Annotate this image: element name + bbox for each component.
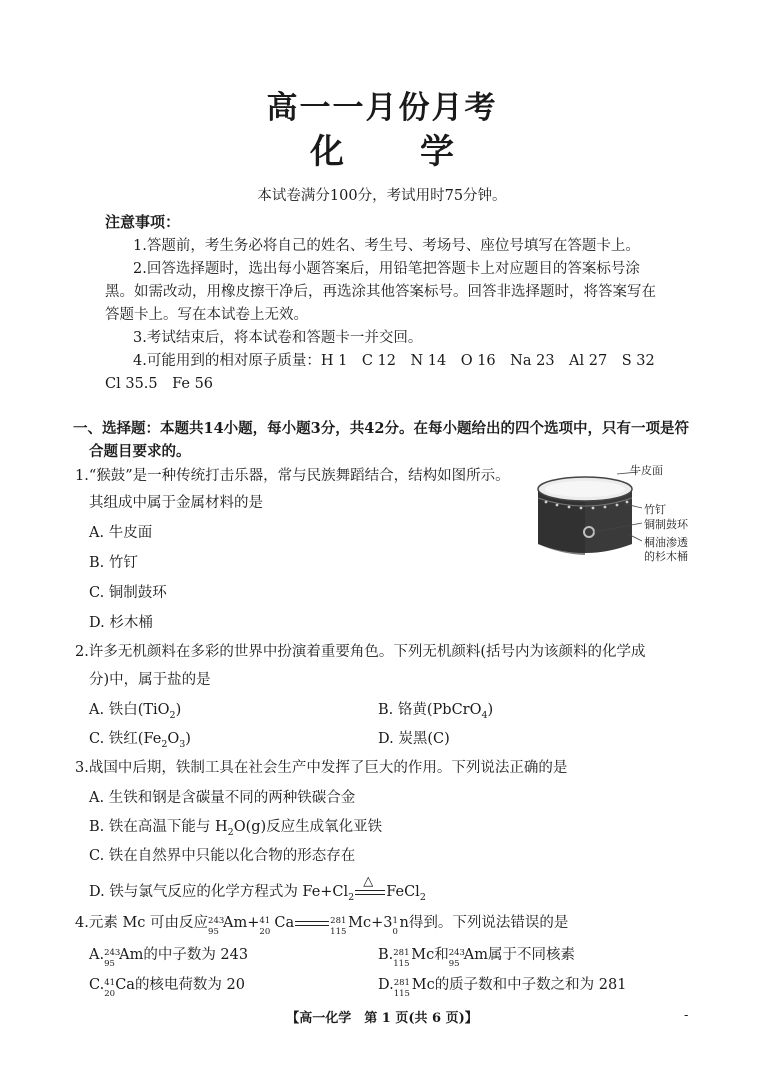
q4-b-nuclide-1: 281 115: [393, 948, 410, 969]
notice-item-4-line-2: Cl 35.5 Fe 56: [105, 376, 214, 392]
q4-c-label: C.: [89, 977, 105, 993]
neutron-indices: 1 0: [392, 916, 398, 937]
q2-c-text: C. 铁红(Fe: [89, 731, 162, 747]
q4-stem: [75, 913, 569, 937]
drum-figure: [530, 464, 700, 570]
page-footer: 【高一化学 第 1 页(共 6 页)】: [286, 1011, 478, 1026]
q4-stem-pre: 4.元素 Mc 可由反应: [75, 915, 209, 931]
q2-a-subscript: 2: [169, 710, 176, 721]
notice-heading: 注意事项：: [105, 213, 181, 231]
q4-option-c: [89, 975, 245, 999]
heat-symbol: △: [363, 874, 374, 889]
q4-a-symbol: Am: [119, 947, 144, 963]
q3-option-a: A. 生铁和钢是含碳量不同的两种铁碳合金: [89, 790, 356, 806]
mc-nuclide-indices: 281 115: [330, 916, 347, 937]
q4-b-nuclide-2: 243 95: [448, 948, 465, 969]
q4-c-text: 的核电荷数为 20: [134, 977, 245, 993]
q4-b-and: 和: [434, 947, 449, 963]
notice-item-2-line-1: 2.回答选择题时，选出每小题答案后，用铅笔把答题卡上对应题目的答案标号涂: [133, 261, 640, 277]
q3-d-subscript-2: 2: [419, 892, 426, 903]
am-symbol: Am: [223, 915, 248, 931]
q1-option-b: B. 竹钉: [89, 555, 138, 571]
drum-label-barrel-2: 的杉木桶: [644, 550, 688, 563]
q2-option-a: [89, 700, 181, 722]
q2-c-close: ): [185, 731, 191, 747]
q4-a-nuclide: 243 95: [104, 948, 121, 969]
subject-title: [0, 124, 764, 173]
q2-stem-line-2: 分)中，属于盐的是: [89, 672, 211, 688]
reaction-equals: [294, 913, 330, 933]
ca-nuclide-indices: 41 20: [259, 916, 271, 937]
q2-b-text: B. 铬黄(PbCrO: [378, 702, 482, 718]
q4-option-b: [378, 945, 575, 969]
q1-option-d: D. 杉木桶: [89, 615, 153, 631]
q1-stem-line-1: 1.“猴鼓”是一种传统打击乐器，常与民族舞蹈结合，结构如图所示。: [75, 468, 510, 484]
q1-option-a: A. 牛皮面: [89, 525, 153, 541]
q2-c-subscript-1: 2: [161, 739, 168, 750]
q2-option-c: [89, 729, 191, 751]
subject-char-2: 学: [420, 132, 454, 172]
q3-d-text: D. 铁与氯气反应的化学方程式为 Fe+Cl: [89, 884, 349, 900]
drum-label-cowhide: 牛皮面: [630, 464, 663, 477]
q2-a-text: A. 铁白(TiO: [89, 702, 170, 718]
q4-c-nuclide: 41 20: [104, 978, 116, 999]
footer-mark: -: [684, 1008, 689, 1023]
drum-label-barrel-1: 桐油渗透: [644, 536, 688, 549]
q3-b-text: B. 铁在高温下能与 H: [89, 819, 228, 835]
q3-option-b: [89, 817, 382, 839]
q2-b-close: ): [487, 702, 494, 718]
q2-c-mid: O: [167, 731, 180, 747]
section-1-instructions-line-2: 合题目要求的。: [89, 443, 191, 460]
q3-d-subscript-1: 2: [348, 892, 355, 903]
q4-a-label: A.: [89, 947, 105, 963]
neutron-symbol: n: [399, 915, 409, 931]
subject-char-1: 化: [310, 132, 344, 172]
q4-b-symbol-2: Am: [463, 947, 488, 963]
mc-symbol: Mc: [348, 915, 372, 931]
q2-option-d: D. 炭黑(C): [378, 731, 450, 747]
q3-option-d: [89, 874, 426, 904]
heat-arrow: [354, 874, 386, 902]
q1-stem-line-2: 其组成中属于金属材料的是: [89, 495, 263, 511]
ca-symbol: Ca: [274, 915, 295, 931]
q4-option-a: [89, 945, 249, 969]
q4-stem-post: 得到。下列说法错误的是: [408, 915, 569, 931]
q1-option-c: C. 铜制鼓环: [89, 585, 167, 601]
q3-b-subscript: 2: [227, 827, 234, 838]
plus-sign: +: [247, 915, 260, 931]
notice-item-3: 3.考试结束后，将本试卷和答题卡一并交回。: [133, 330, 423, 346]
q3-b-rest: O(g)反应生成氧化亚铁: [233, 819, 383, 835]
exam-info: 本试卷满分100分，考试用时75分钟。: [257, 188, 507, 204]
section-1-instructions-line-1: 一、选择题：本题共14小题，每小题3分，共42分。在每小题给出的四个选项中，只有一项是符: [73, 420, 689, 437]
q3-d-product: FeCl: [386, 884, 420, 900]
drum-label-bamboo-nail: 竹钉: [644, 503, 666, 516]
am-nuclide-indices: 243 95: [208, 916, 225, 937]
q4-d-symbol: Mc: [411, 977, 435, 993]
q3-option-c: C. 铁在自然界中只能以化合物的形态存在: [89, 848, 356, 864]
q2-stem-line-1: 2.许多无机颜料在多彩的世界中扮演着重要角色。下列无机颜料(括号内为该颜料的化学成: [75, 644, 646, 660]
q4-d-label: D.: [378, 977, 394, 993]
q4-b-symbol-1: Mc: [411, 947, 435, 963]
q4-a-text: 的中子数为 243: [143, 947, 249, 963]
notice-item-1: 1.答题前，考生务必将自己的姓名、考生号、考场号、座位号填写在答题卡上。: [133, 238, 640, 254]
q2-b-subscript: 4: [481, 710, 488, 721]
notice-item-2-line-2: 黑。如需改动，用橡皮擦干净后，再选涂其他答案标号。回答非选择题时，将答案写在: [105, 284, 656, 300]
q4-option-d: [378, 975, 627, 999]
q4-d-text: 的质子数和中子数之和为 281: [434, 977, 627, 993]
q2-option-b: [378, 700, 493, 722]
q4-b-label: B.: [378, 947, 394, 963]
q4-b-text: 属于不同核素: [487, 947, 575, 963]
exam-title: 高一一月份月考: [266, 90, 498, 126]
notice-item-2-line-3: 答题卡上。写在本试卷上无效。: [105, 307, 308, 323]
neutron-coefficient: +3: [371, 915, 393, 931]
drum-label-copper-ring: 铜制鼓环: [644, 518, 688, 531]
notice-item-4-line-1: 4.可能用到的相对原子质量：H 1 C 12 N 14 O 16 Na 23 Al 27 S 32: [133, 353, 655, 369]
q2-a-close: ): [175, 702, 182, 718]
q2-c-subscript-2: 3: [179, 739, 186, 750]
q4-c-symbol: Ca: [115, 977, 135, 993]
q4-d-nuclide: 281 115: [393, 978, 410, 999]
q3-stem: 3.战国中后期，铁制工具在社会生产中发挥了巨大的作用。下列说法正确的是: [75, 760, 568, 776]
